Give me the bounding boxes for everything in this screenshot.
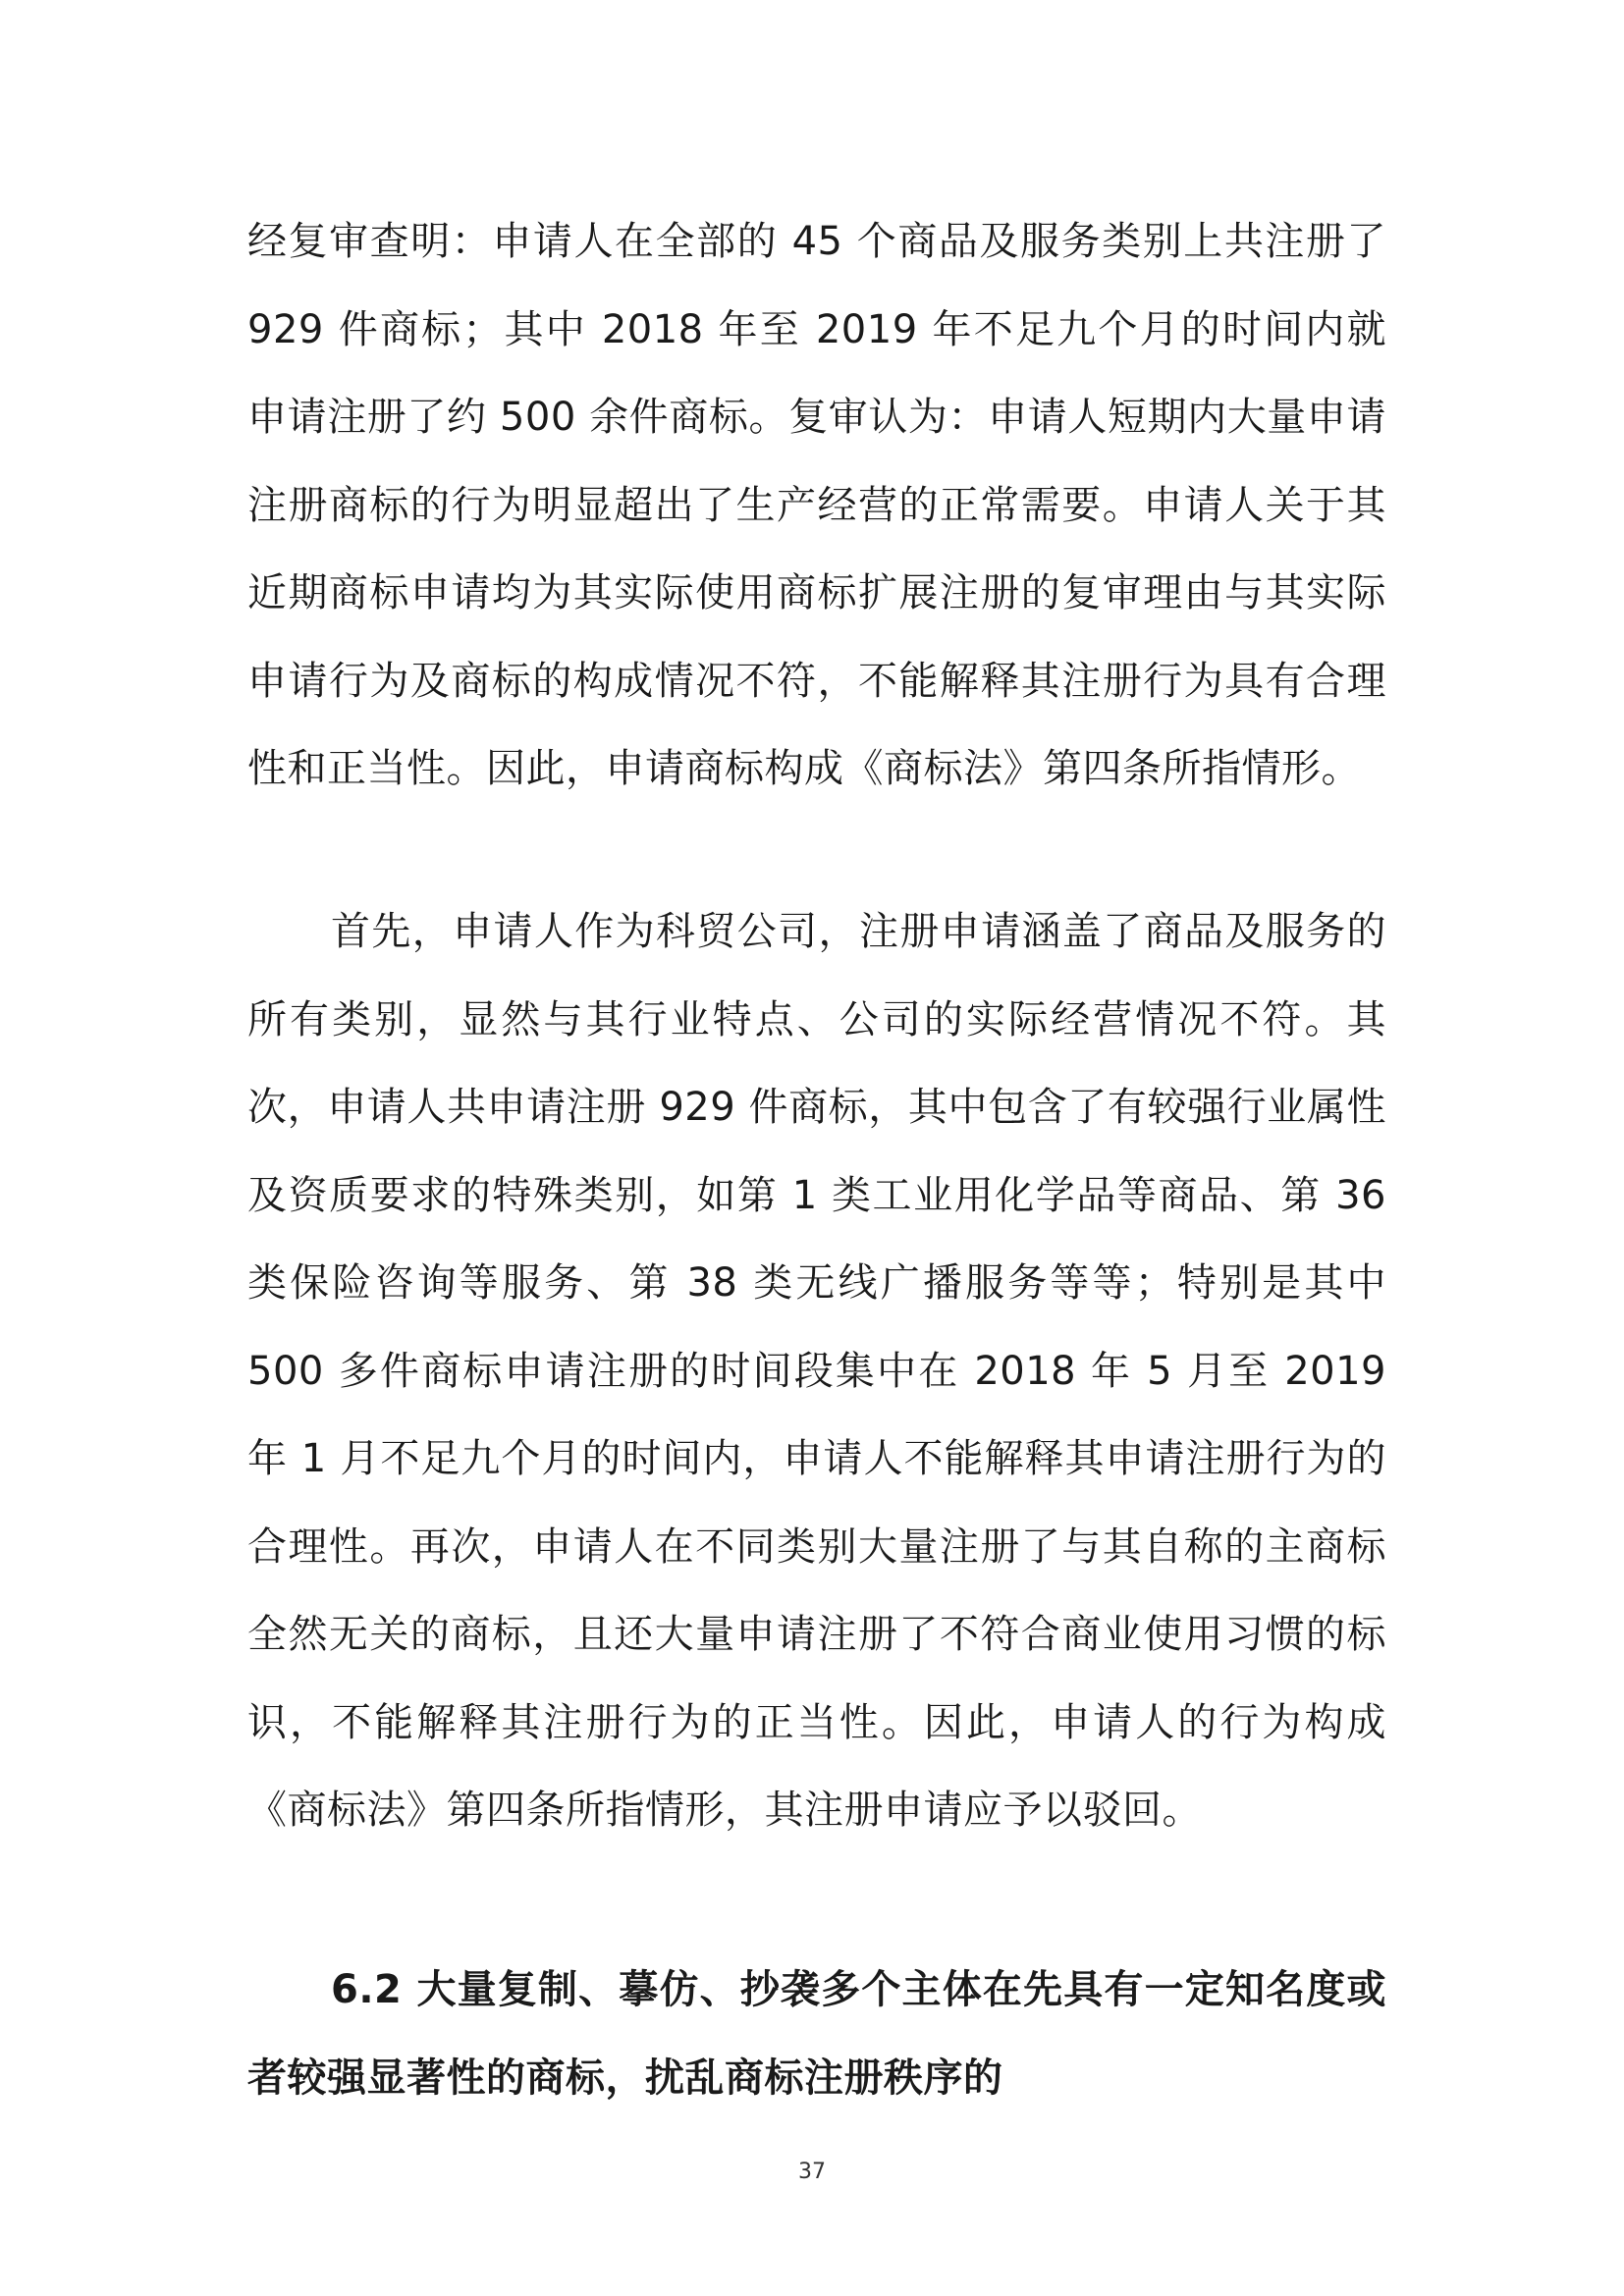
body-paragraph-2: 首先，申请人作为科贸公司，注册申请涵盖了商品及服务的所有类别，显然与其行业特点、公司的实际经营情况不符。其次，申请人共申请注册 929 件商标，其中包含了有较强行业属性及资质要求的特殊类别，如第 1 类工业用化学品等商品、第 36 类保险咨询等服务、第 38 类无线广播服务等等；特别是其中 500 多件商标申请注册的时间段集中在 2018 年 5 月至 2019 年 1 月不足九个月的时间内，申请人不能解释其申请注册行为的合理性。再次，申请人在不同类别大量注册了与其自称的主商标全然无关的商标，且还大量申请注册了不符合商业使用习惯的标识，不能解释其注册行为的正当性。因此，申请人的行为构成《商标法》第四条所指情形，其注册申请应予以驳回。	[247, 909, 1386, 1833]
body-paragraph-1: 经复审查明：申请人在全部的 45 个商品及服务类别上共注册了 929 件商标；其中 2018 年至 2019 年不足九个月的时间内就申请注册了约 500 余件商标。复审认为：申请人短期内大量申请注册商标的行为明显超出了生产经营的正常需要。申请人关于其近期商标申请均为其实际使用商标扩展注册的复审理由与其实际申请行为及商标的构成情况不符，不能解释其注册行为具有合理性和正当性。因此，申请商标构成《商标法》第四条所指情形。	[247, 219, 1386, 791]
section-heading: 6.2 大量复制、摹仿、抄袭多个主体在先具有一定知名度或者较强显著性的商标，扰乱商标注册秩序的	[247, 1967, 1386, 2101]
page-number: 37	[798, 2160, 826, 2184]
